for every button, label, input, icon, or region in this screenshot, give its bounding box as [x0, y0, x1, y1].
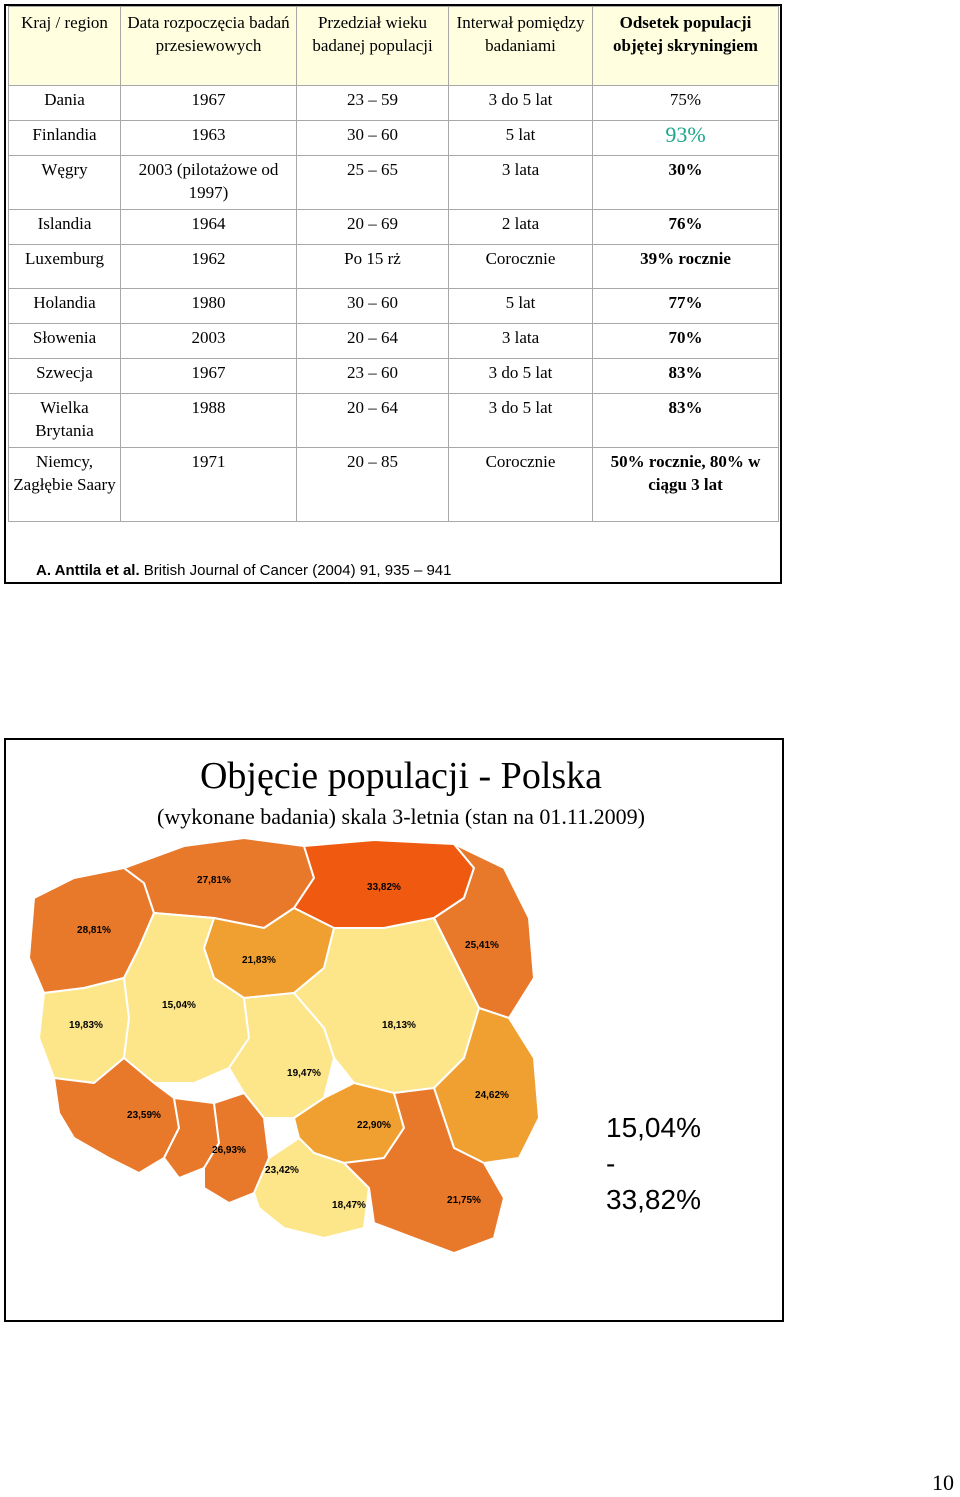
- region-label: 24,62%: [475, 1090, 509, 1101]
- header-country: Kraj / region: [9, 7, 121, 86]
- cell-age-range: 20 – 64: [297, 324, 449, 359]
- cell-age-range: 20 – 85: [297, 448, 449, 522]
- header-coverage: Odsetek populacji objętej skryningiem: [593, 7, 779, 86]
- cell-interval: 5 lat: [449, 121, 593, 156]
- table-row: [9, 448, 779, 522]
- cell-country: Węgry: [9, 156, 121, 210]
- cell-interval: 3 lata: [449, 156, 593, 210]
- cell-start-date: 1988: [121, 394, 297, 448]
- coverage-range: [606, 1110, 701, 1218]
- region-label: 15,04%: [162, 1000, 196, 1011]
- header-age-range: Przedział wieku badanej populacji: [297, 7, 449, 86]
- region-label: 18,13%: [382, 1020, 416, 1031]
- cell-country: Niemcy, Zagłębie Saary: [9, 448, 121, 522]
- cell-start-date: 1971: [121, 448, 297, 522]
- cell-interval: 2 lata: [449, 210, 593, 245]
- cell-interval: 3 do 5 lat: [449, 394, 593, 448]
- cell-interval: 3 do 5 lat: [449, 359, 593, 394]
- cell-coverage: 39% rocznie: [593, 245, 779, 289]
- poland-map: [14, 828, 594, 1298]
- slide-title: Objęcie populacji - Polska: [199, 755, 603, 797]
- range-dash: -: [606, 1148, 616, 1179]
- cell-country: Luxemburg: [9, 245, 121, 289]
- header-interval: Interwał pomiędzy badaniami: [449, 7, 593, 86]
- region-label: 22,90%: [357, 1120, 391, 1131]
- cell-coverage: 30%: [593, 156, 779, 210]
- cell-coverage: 50% rocznie, 80% w ciągu 3 lat: [593, 448, 779, 522]
- cell-coverage: 83%: [593, 359, 779, 394]
- table-row: [9, 210, 779, 245]
- cell-interval: 3 lata: [449, 324, 593, 359]
- cell-coverage: 75%: [593, 86, 779, 121]
- cell-interval: Corocznie: [449, 245, 593, 289]
- cell-age-range: 20 – 64: [297, 394, 449, 448]
- region-label: 19,83%: [69, 1020, 103, 1031]
- cell-start-date: 1967: [121, 86, 297, 121]
- poland-coverage-slide: [4, 738, 784, 1322]
- cell-age-range: 25 – 65: [297, 156, 449, 210]
- table-row: [9, 121, 779, 156]
- table-row: [9, 86, 779, 121]
- cell-coverage: 76%: [593, 210, 779, 245]
- cell-start-date: 1967: [121, 359, 297, 394]
- cell-interval: 3 do 5 lat: [449, 86, 593, 121]
- region-label: 26,93%: [212, 1145, 246, 1156]
- cell-country: Dania: [9, 86, 121, 121]
- cell-age-range: 30 – 60: [297, 121, 449, 156]
- region-label: 25,41%: [465, 940, 499, 951]
- cell-coverage: 70%: [593, 324, 779, 359]
- coverage-highlight: 93%: [665, 122, 706, 147]
- cell-start-date: 1980: [121, 289, 297, 324]
- cell-age-range: 30 – 60: [297, 289, 449, 324]
- page-number: 10: [932, 1470, 954, 1495]
- cell-country: Wielka Brytania: [9, 394, 121, 448]
- table-row: [9, 359, 779, 394]
- region-label: 28,81%: [77, 925, 111, 936]
- cell-start-date: 1964: [121, 210, 297, 245]
- region-label: 23,59%: [127, 1110, 161, 1121]
- cell-age-range: 23 – 60: [297, 359, 449, 394]
- cell-age-range: Po 15 rż: [297, 245, 449, 289]
- screening-table-slide: [4, 4, 782, 584]
- table-row: [9, 156, 779, 210]
- cell-start-date: 2003: [121, 324, 297, 359]
- screening-table: [8, 6, 779, 522]
- cell-country: Holandia: [9, 289, 121, 324]
- cell-age-range: 23 – 59: [297, 86, 449, 121]
- cell-interval: 5 lat: [449, 289, 593, 324]
- table-row: [9, 394, 779, 448]
- cell-start-date: 2003 (pilotażowe od 1997): [121, 156, 297, 210]
- range-from: 15,04%: [606, 1112, 701, 1143]
- cell-country: Islandia: [9, 210, 121, 245]
- table-row: [9, 289, 779, 324]
- cell-country: Słowenia: [9, 324, 121, 359]
- table-row: [9, 245, 779, 289]
- region-label: 33,82%: [367, 882, 401, 893]
- header-start-date: Data rozpoczęcia badań przesiewowych: [121, 7, 297, 86]
- region-label: 27,81%: [197, 875, 231, 886]
- range-to: 33,82%: [606, 1184, 701, 1215]
- cell-coverage: 83%: [593, 394, 779, 448]
- cell-start-date: 1963: [121, 121, 297, 156]
- cell-country: Finlandia: [9, 121, 121, 156]
- cell-age-range: 20 – 69: [297, 210, 449, 245]
- region-label: 21,75%: [447, 1195, 481, 1206]
- cell-coverage: 77%: [593, 289, 779, 324]
- slide-subtitle: (wykonane badania) skala 3-letnia (stan na 01.11.2009): [157, 804, 645, 829]
- cell-interval: Corocznie: [449, 448, 593, 522]
- region-label: 19,47%: [287, 1068, 321, 1079]
- region-label: 21,83%: [242, 955, 276, 966]
- table-header-row: [9, 7, 779, 86]
- source-citation: [36, 562, 451, 579]
- cell-coverage: [593, 121, 779, 156]
- source-authors: A. Anttila et al.: [36, 562, 140, 579]
- region-label: 23,42%: [265, 1165, 299, 1176]
- cell-start-date: 1962: [121, 245, 297, 289]
- table-row: [9, 324, 779, 359]
- region-label: 18,47%: [332, 1200, 366, 1211]
- cell-country: Szwecja: [9, 359, 121, 394]
- source-journal: British Journal of Cancer (2004) 91, 935 – 941: [139, 562, 452, 579]
